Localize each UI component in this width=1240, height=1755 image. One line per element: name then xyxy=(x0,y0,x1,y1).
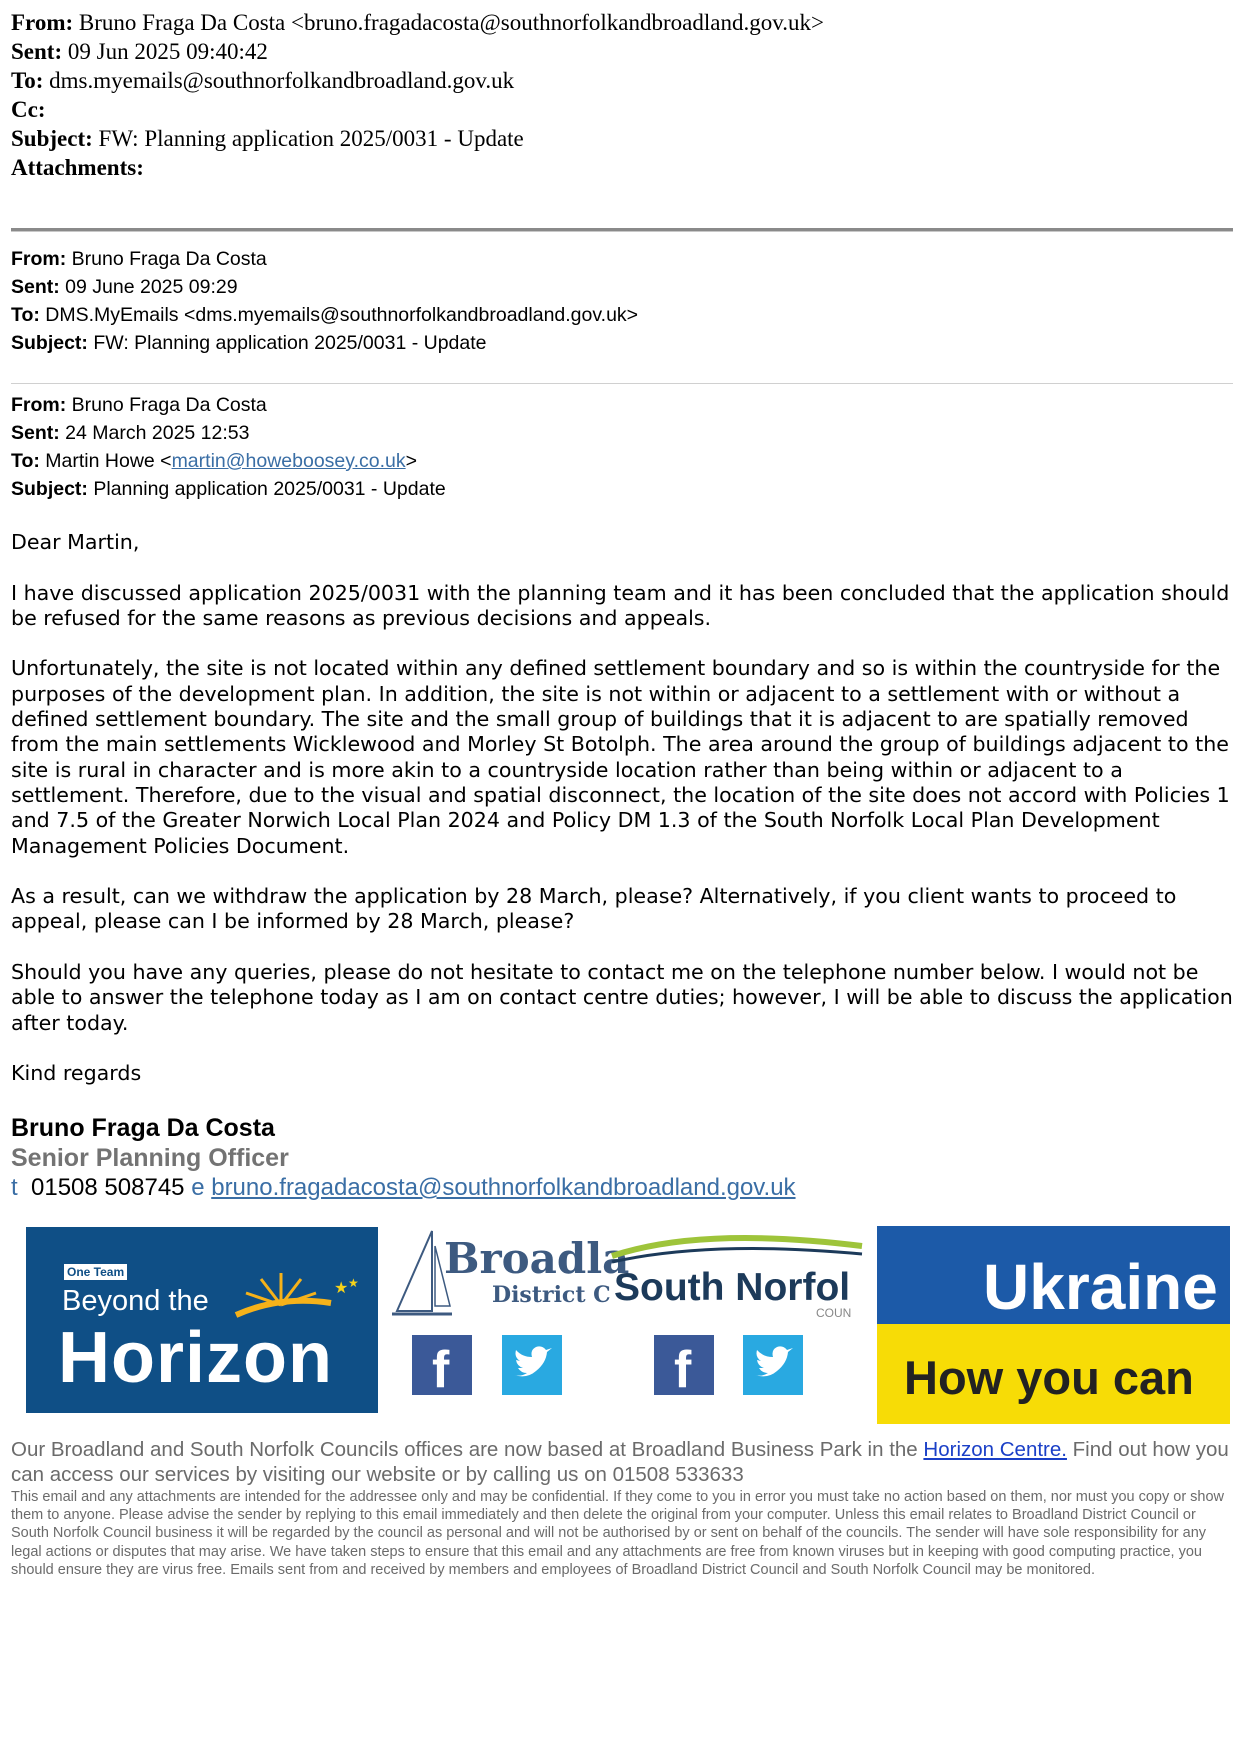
broadland-text: Broadla xyxy=(444,1234,630,1283)
sailboat-icon xyxy=(392,1226,452,1321)
broadland-twitter-icon[interactable] xyxy=(502,1335,562,1395)
fwd2-subject-row xyxy=(11,475,446,503)
body-paragraph-2: Unfortunately, the site is not located within any defined settlement boundary and so is within the countryside for the purposes of the development plan. In addition, the site is not within or adjacent to a settlement with or without a defined settlement boundary. The site and the small group of buildings that it is adjacent to are spatially removed from the main settlements Wicklewood and Morley St Botolph. The area around the group of buildings adjacent to the site is rural in character and is more akin to a countryside location rather than being within or adjacent to a settlement. Therefore, due to the visual and spatial disconnect, the location of the site does not accord with Policies 1 and 7.5 of the Greater Norwich Local Plan 2024 and Policy DM 1.3 of the South Norfolk Local Plan Development Management Policies Document. xyxy=(11,656,1230,858)
ukraine-subtitle: How you can xyxy=(904,1351,1194,1404)
fwd2-subject-label: Subject: xyxy=(11,478,88,500)
forward-divider xyxy=(11,383,1233,384)
fwd2-to-suffix: > xyxy=(405,450,418,472)
signature-phone: 01508 508745 xyxy=(31,1174,185,1201)
phone-label: t xyxy=(11,1174,18,1201)
south-norfolk-facebook-icon[interactable] xyxy=(654,1335,714,1399)
horizon-banner[interactable] xyxy=(26,1227,378,1413)
attachments-label: Attachments: xyxy=(11,155,144,180)
broadland-logo[interactable] xyxy=(392,1226,630,1326)
signature xyxy=(11,1113,796,1203)
south-norfolk-logo[interactable] xyxy=(612,1226,864,1326)
fwd1-subject-row xyxy=(11,329,638,357)
header-cc-row xyxy=(11,95,824,124)
one-team-tag: One Team xyxy=(64,1264,127,1280)
email-body xyxy=(11,530,1236,1112)
header-from-row xyxy=(11,8,824,37)
fwd2-to-label: To: xyxy=(11,450,40,472)
fwd2-sent-row xyxy=(11,419,446,447)
signature-title: Senior Planning Officer xyxy=(11,1144,289,1172)
signature-contact xyxy=(11,1173,796,1203)
sunburst-icon xyxy=(236,1265,366,1325)
horizon-line-1: Beyond the xyxy=(62,1285,209,1317)
fwd1-to-label: To: xyxy=(11,304,40,326)
header-to-row xyxy=(11,66,824,95)
fwd2-from-label: From: xyxy=(11,394,67,416)
horizon-centre-link[interactable]: Horizon Centre. xyxy=(923,1438,1067,1461)
header-sent-row xyxy=(11,37,824,66)
svg-text:★: ★ xyxy=(348,1276,359,1290)
fwd2-from-value: Bruno Fraga Da Costa xyxy=(71,394,267,416)
forward-header-2 xyxy=(11,391,446,503)
closing: Kind regards xyxy=(11,1061,142,1086)
svg-text:f: f xyxy=(674,1341,692,1399)
fwd1-from-label: From: xyxy=(11,248,67,270)
header-subject-row xyxy=(11,124,824,153)
landscape-swoosh-icon xyxy=(612,1226,864,1266)
recipient-email-link[interactable]: martin@howeboosey.co.uk xyxy=(171,450,406,472)
cc-label: Cc: xyxy=(11,97,46,122)
body-paragraph-4: Should you have any queries, please do not hesitate to contact me on the telephone number below. I would not be able to answer the telephone today as I am on contact centre duties; however, I will be able to discuss the application after today. xyxy=(11,960,1233,1035)
footer-notice-post: Find out how you can access our services by visiting our website or by calling us on 01508 533633 xyxy=(11,1438,1229,1486)
sent-label: Sent: xyxy=(11,39,63,64)
fwd1-sent-value: 09 June 2025 09:29 xyxy=(65,276,238,298)
fwd2-sent-label: Sent: xyxy=(11,422,60,444)
footer-notice xyxy=(11,1437,1233,1487)
south-norfolk-subtext: COUN xyxy=(816,1306,852,1320)
ukraine-banner[interactable] xyxy=(877,1226,1230,1424)
fwd2-from-row xyxy=(11,391,446,419)
from-label: From: xyxy=(11,10,74,35)
fwd2-subject-value: Planning application 2025/0031 - Update xyxy=(93,478,446,500)
fwd1-sent-row xyxy=(11,273,638,301)
fwd1-to-value: DMS.MyEmails <dms.myemails@southnorfolkandbroadland.gov.uk> xyxy=(45,304,639,326)
fwd2-sent-value: 24 March 2025 12:53 xyxy=(65,422,250,444)
body-paragraph-3: As a result, can we withdraw the application by 28 March, please? Alternatively, if you client wants to proceed to appeal, please can I be informed by 28 March, please? xyxy=(11,884,1177,934)
svg-text:★: ★ xyxy=(334,1278,349,1297)
to-label: To: xyxy=(11,68,44,93)
fwd1-from-value: Bruno Fraga Da Costa xyxy=(71,248,267,270)
forward-header-1 xyxy=(11,245,638,357)
greeting: Dear Martin, xyxy=(11,530,140,554)
sent-value: 09 Jun 2025 09:40:42 xyxy=(67,39,268,64)
broadland-facebook-icon[interactable] xyxy=(412,1335,472,1399)
fwd2-to-row xyxy=(11,447,446,475)
fwd1-to-row xyxy=(11,301,638,329)
signature-email-link[interactable]: bruno.fragadacosta@southnorfolkandbroadland.gov.uk xyxy=(211,1174,796,1201)
to-value: dms.myemails@southnorfolkandbroadland.gov.uk xyxy=(49,68,515,93)
fwd1-sent-label: Sent: xyxy=(11,276,60,298)
footer-notice-pre: Our Broadland and South Norfolk Councils offices are now based at Broadland Business Park in the xyxy=(11,1438,924,1461)
fwd1-from-row xyxy=(11,245,638,273)
subject-label: Subject: xyxy=(11,126,93,151)
ukraine-title: Ukraine xyxy=(983,1251,1218,1323)
fwd1-subject-value: FW: Planning application 2025/0031 - Update xyxy=(93,332,487,354)
signature-name: Bruno Fraga Da Costa xyxy=(11,1114,275,1142)
svg-text:f: f xyxy=(432,1341,450,1399)
from-value: Bruno Fraga Da Costa <bruno.fragadacosta@southnorfolkandbroadland.gov.uk> xyxy=(78,10,824,35)
fwd2-to-prefix: Martin Howe < xyxy=(45,450,172,472)
header-attachments-row xyxy=(11,153,824,182)
fwd1-subject-label: Subject: xyxy=(11,332,88,354)
south-norfolk-text: South Norfol xyxy=(614,1266,851,1309)
footer xyxy=(11,1437,1233,1579)
broadland-subtext: District C xyxy=(492,1282,611,1308)
body-paragraph-1: I have discussed application 2025/0031 with the planning team and it has been concluded that the application should be refused for the same reasons as previous decisions and appeals. xyxy=(11,580,1230,630)
horizon-line-2: Horizon xyxy=(58,1318,333,1398)
footer-disclaimer: This email and any attachments are intended for the addressee only and may be confidential. If they come to you in error you must take no action based on them, nor must you copy or show them to anyone. Please advise the sender by replying to this email immediately and then delete the original from your computer. Unless this email relates to Broadland District Council or South Norfolk Council business it will be regarded by the council as personal and will not be authorised by or sent on behalf of the councils. The sender will have sole responsibility for any legal actions or disputes that may arise. We have taken steps to ensure that this email and any attachments are free from known viruses but in keeping with good computing practice, you should ensure they are virus free. Emails sent from and received by members and employees of Broadland District Council and South Norfolk Council may be monitored. xyxy=(11,1489,1225,1578)
email-label: e xyxy=(191,1174,205,1201)
subject-value: FW: Planning application 2025/0031 - Update xyxy=(98,126,524,151)
header-divider xyxy=(11,228,1233,232)
email-header xyxy=(11,8,824,182)
south-norfolk-twitter-icon[interactable] xyxy=(743,1335,803,1395)
